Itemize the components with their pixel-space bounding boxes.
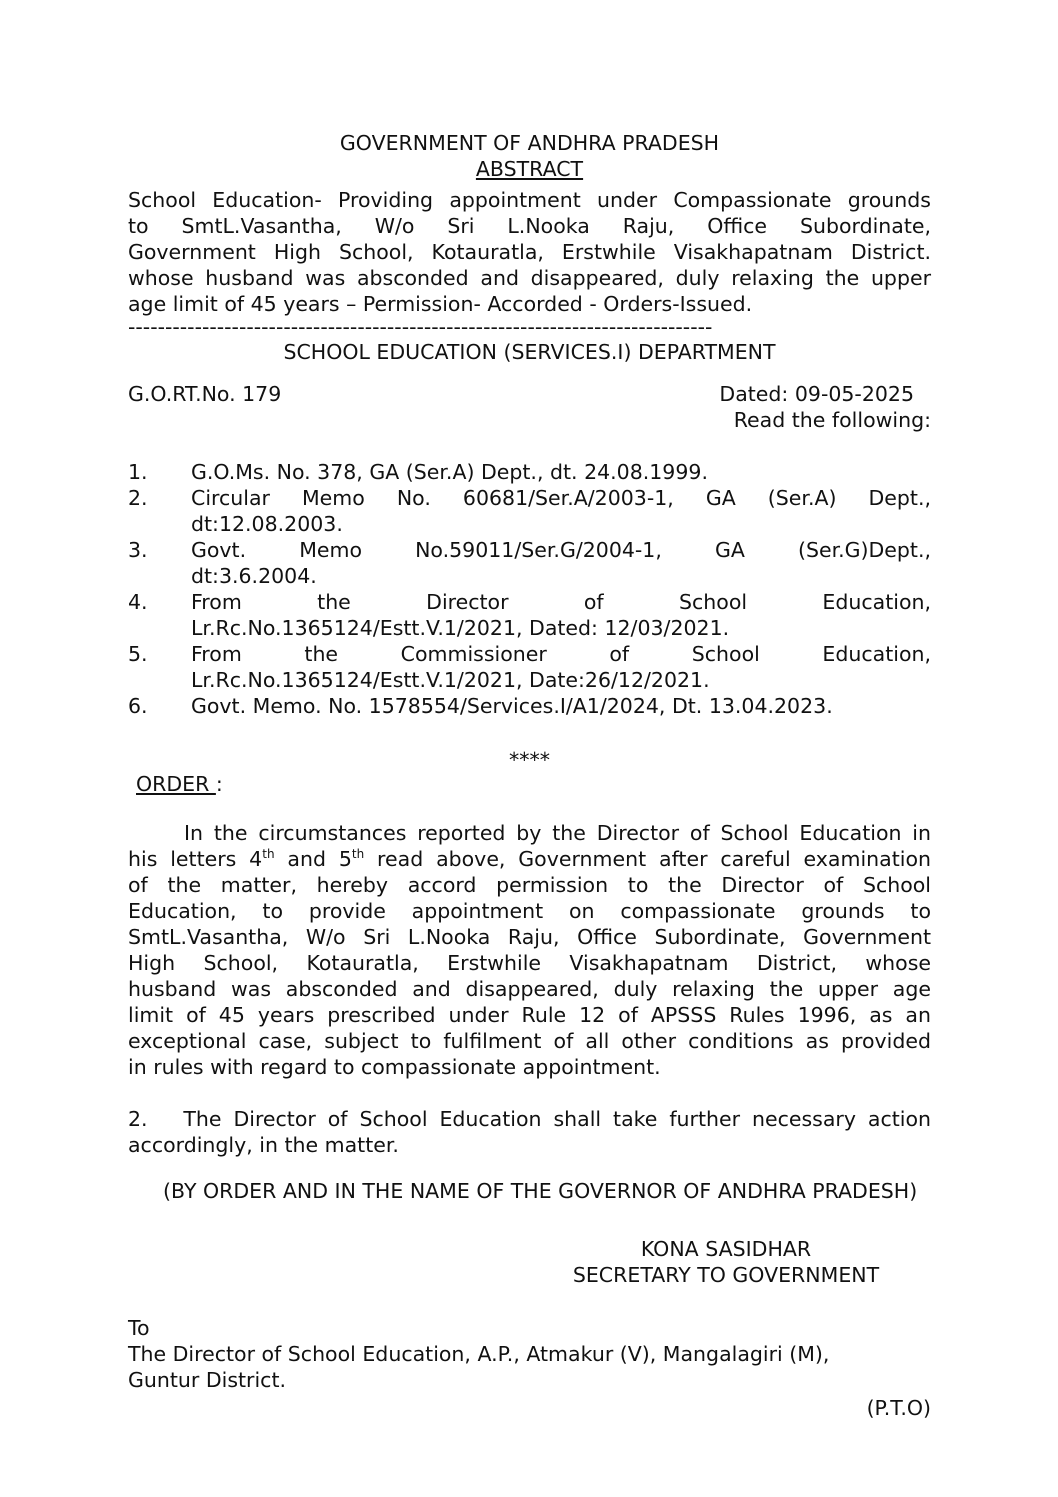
order-line: High School, Kotauratla, Erstwhile Visakhapatnam District, whose — [128, 951, 931, 975]
to-address-line: The Director of School Education, A.P., Atmakur (V), Mangalagiri (M), — [128, 1342, 830, 1366]
order-line: 2. The Director of School Education shall take further necessary action — [128, 1107, 931, 1131]
abstract-line: to SmtL.Vasantha, W/o Sri L.Nooka Raju, Office Subordinate, — [128, 214, 931, 238]
signature-block — [565, 1236, 931, 1288]
reference-item — [128, 641, 931, 693]
reference-text: dt:12.08.2003. — [191, 512, 343, 536]
section-stars: **** — [509, 748, 550, 772]
signatory-title: SECRETARY TO GOVERNMENT — [572, 1263, 880, 1287]
go-number: G.O.RT.No. 179 — [128, 382, 282, 406]
reference-number: 6. — [128, 694, 148, 718]
reference-item — [128, 693, 931, 719]
reference-item — [128, 485, 931, 537]
reference-number: 2. — [128, 486, 148, 510]
abstract-line: Government High School, Kotauratla, Erstwhile Visakhapatnam District. — [128, 240, 931, 264]
reference-item — [128, 537, 931, 589]
reference-number: 4. — [128, 590, 148, 614]
reference-text: Lr.Rc.No.1365124/Estt.V.1/2021, Date:26/12/2021. — [191, 668, 710, 692]
superscript: th — [262, 847, 275, 862]
order-line: SmtL.Vasantha, W/o Sri L.Nooka Raju, Office Subordinate, Government — [128, 925, 931, 949]
abstract-line: age limit of 45 years – Permission- Accorded - Orders-Issued. — [128, 292, 753, 316]
government-heading: GOVERNMENT OF ANDHRA PRADESH — [339, 131, 720, 155]
to-address-line: Guntur District. — [128, 1368, 286, 1392]
order-label: ORDER — [136, 772, 216, 796]
reference-number: 5. — [128, 642, 148, 666]
order-line: accordingly, in the matter. — [128, 1133, 399, 1157]
reference-text: Circular Memo No. 60681/Ser.A/2003-1, GA (Ser.A) Dept., — [191, 486, 931, 510]
abstract-text — [128, 187, 931, 317]
reference-number: 3. — [128, 538, 148, 562]
order-line: husband was absconded and disappeared, duly relaxing the upper age — [128, 977, 931, 1001]
order-line: in rules with regard to compassionate appointment. — [128, 1055, 661, 1079]
governor-line: (BY ORDER AND IN THE NAME OF THE GOVERNOR OF ANDHRA PRADESH) — [163, 1179, 918, 1203]
reference-item — [128, 459, 931, 485]
order-line: Education, to provide appointment on compassionate grounds to — [128, 899, 931, 923]
reference-text: From the Commissioner of School Education, — [191, 642, 931, 666]
reference-text: From the Director of School Education, — [191, 590, 931, 614]
to-label: To — [128, 1316, 150, 1340]
reference-item — [128, 589, 931, 641]
order-line: of the matter, hereby accord permission to the Director of School — [128, 873, 931, 897]
read-following: Read the following: — [733, 408, 931, 432]
reference-text: Govt. Memo No.59011/Ser.G/2004-1, GA (Ser.G)Dept., — [191, 538, 931, 562]
order-line: exceptional case, subject to fulfilment of all other conditions as provided — [128, 1029, 931, 1053]
go-date: Dated: 09-05-2025 — [719, 382, 914, 406]
reference-text: dt:3.6.2004. — [191, 564, 317, 588]
order-paragraph-1 — [128, 820, 931, 1080]
superscript: th — [351, 847, 365, 862]
pto-note: (P.T.O) — [866, 1396, 931, 1420]
order-paragraph-2 — [128, 1106, 931, 1158]
order-line: In the circumstances reported by the Director of School Education in — [184, 821, 931, 845]
reference-text: G.O.Ms. No. 378, GA (Ser.A) Dept., dt. 24.08.1999. — [191, 460, 708, 484]
to-block — [128, 1315, 931, 1393]
divider-line: ------------------------------------------------------------------------------- — [128, 317, 713, 337]
reference-list — [128, 459, 931, 719]
reference-number: 1. — [128, 460, 148, 484]
reference-text: Lr.Rc.No.1365124/Estt.V.1/2021, Dated: 12/03/2021. — [191, 616, 730, 640]
abstract-line: School Education- Providing appointment under Compassionate grounds — [128, 188, 931, 212]
department-heading: SCHOOL EDUCATION (SERVICES.I) DEPARTMENT — [283, 340, 776, 364]
signatory-name: KONA SASIDHAR — [640, 1237, 812, 1261]
order-colon: : — [215, 772, 223, 796]
order-line: his letters 4th and 5th read above, Government after careful examination — [128, 847, 931, 871]
order-line: limit of 45 years prescribed under Rule 12 of APSSS Rules 1996, as an — [128, 1003, 931, 1027]
go-document — [128, 130, 931, 1421]
abstract-label: ABSTRACT — [475, 157, 584, 181]
reference-text: Govt. Memo. No. 1578554/Services.I/A1/2024, Dt. 13.04.2023. — [191, 694, 833, 718]
abstract-line: whose husband was absconded and disappeared, duly relaxing the upper — [128, 266, 931, 290]
